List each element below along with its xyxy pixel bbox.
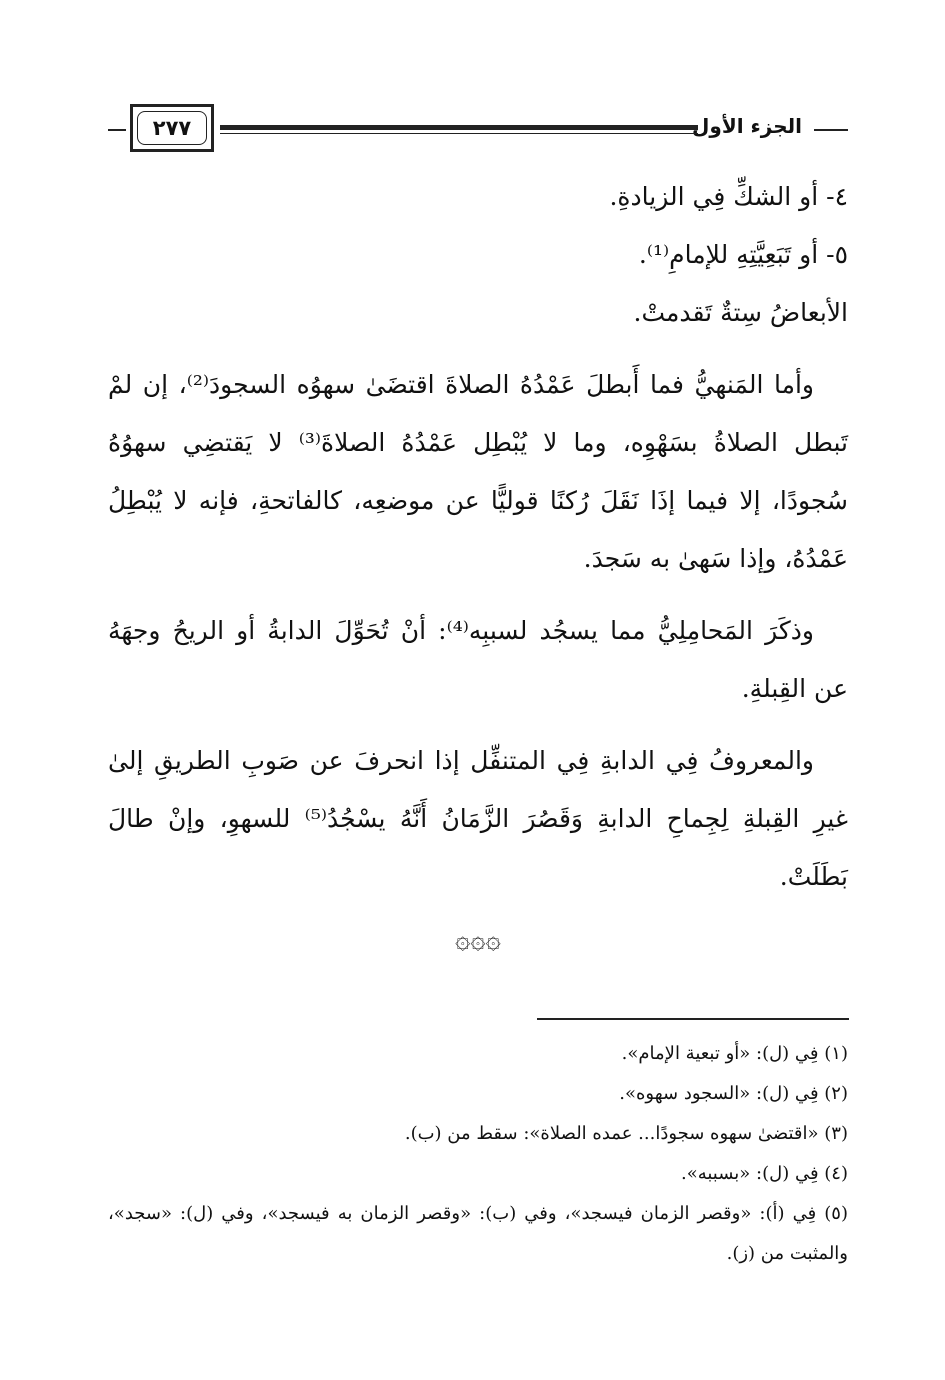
header-rule-thin	[220, 133, 698, 134]
footnotes	[108, 1034, 848, 1274]
page-header	[108, 100, 848, 160]
paragraph-manhi: وأما المَنهيُّ فما أَبطلَ عَمْدُهُ الصلاةَ اقتضَىٰ سهوُه السجودَ⁽²⁾، إن لمْ تَبطل الصلاةُ بسَهْوِه، وما لا يُبْطِل عَمْدُهُ الصلاةَ⁽³⁾ لا يَقتضِي سهوُهُ سُجودًا، إلا فيما إذَا نَقَلَ رُكنًا قوليًّا عن موضعِه، كالفاتحةِ، فإنه لا يُبْطِلُ عَمْدُهُ، وإذا سَهىٰ به سَجدَ.	[108, 370, 848, 573]
header-rule-left	[108, 129, 126, 131]
header-rule-right	[814, 129, 848, 131]
footnote-3: (٣) «اقتضىٰ سهوه سجودًا... عمده الصلاة»: سقط من (ب).	[404, 1123, 848, 1144]
footnote-4: (٤) فِي (ل): «بسببه».	[680, 1163, 848, 1184]
paragraph-mahamili: وذكَرَ المَحامِلِيُّ مما يسجُد لسببِه⁽⁴⁾: أنْ تُحَوِّلَ الدابةُ أو الريحُ وجهَهُ عن القِبلةِ.	[108, 616, 848, 703]
footnote-1: (١) فِي (ل): «أو تبعية الإمام».	[621, 1043, 848, 1064]
section-ornaments: ۞۞۞	[455, 925, 501, 955]
page-number: ٢٧٧	[137, 111, 207, 145]
list-item-4: ٤- أو الشكِّ فِي الزيادةِ.	[609, 182, 848, 211]
footnote-5: (٥) فِي (أ): «وقصر الزمان فيسجد»، وفي (ب): «وقصر الزمان به فيسجد»، وفي (ل): «سجد»، والمثبت من (ز).	[108, 1203, 848, 1264]
main-text	[108, 168, 848, 960]
list-item-5: ٥- أو تَبَعِيَّتِهِ للإمامِ⁽¹⁾.	[638, 240, 848, 269]
running-title: الجزء الأول	[692, 114, 802, 138]
header-rule-thick	[220, 125, 698, 130]
footnote-2: (٢) فِي (ل): «السجود سهوه».	[619, 1083, 848, 1104]
footnote-separator	[537, 1018, 849, 1020]
abaad-line: الأبعاضُ سِتةٌ تَقدمتْ.	[633, 298, 848, 327]
page-number-frame	[130, 104, 214, 152]
paragraph-dabba: والمعروفُ فِي الدابةِ فِي المتنفِّل إذا انحرفَ عن صَوبِ الطريقِ إلىٰ غيرِ القِبلةِ لِجِماحِ الدابةِ وَقَصُرَ الزَّمَانُ أَنَّهُ يسْجُدُ⁽⁵⁾ للسهوِ، وإنْ طالَ بَطَلَتْ.	[108, 746, 848, 891]
